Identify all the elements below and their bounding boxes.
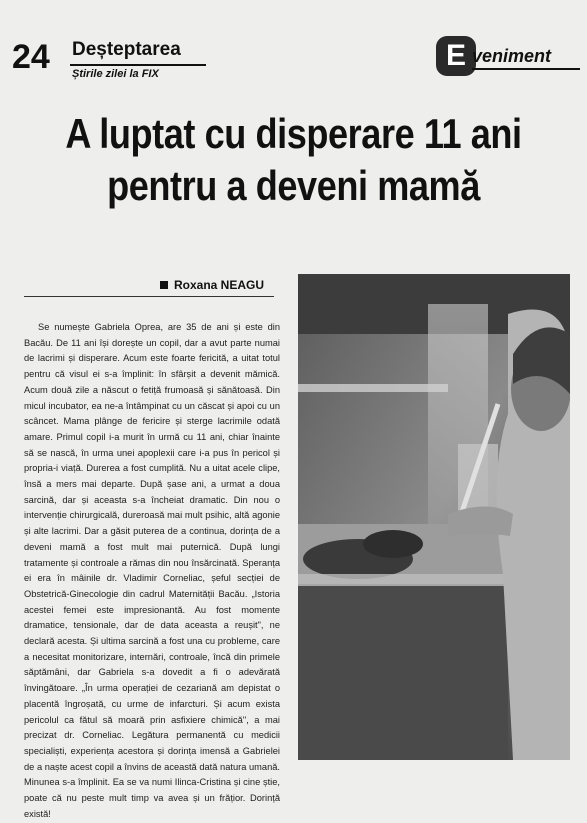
publication-name: Deșteptarea xyxy=(72,39,181,60)
byline-square-icon xyxy=(160,281,168,289)
section-rule xyxy=(472,68,580,70)
article-body: Se numește Gabriela Oprea, are 35 de ani și este din Bacău. De 11 ani își dorește un copil, dar a avut parte numai de lacrimi și disperare. Acum este foarte fericită, a uitat totul pentru că visul ei s-a împlinit: în sfârșit a devenit mămică. Acum două zile a născut o fetiță frumoasă și sănătoasă. Din micul incubator, ea ne-a întâmpinat cu un căscat și apoi cu un scâncet. Mama plânge de fericire și sterge lacrimile odată amare. Primul copil i-a murit în urmă cu 11 ani, chiar înainte să se nască, în urma unei apoplexii care i-a pus în pericol și propria-i viață. Durerea a fost cumplită. Nu a uitat acele clipe, însă a mers mai departe. După șase ani, a urmat a doua sarcină, dar și aceasta s-a încheiat dramatic. Din nou o intervenție chirurgicală, dureroasă mai mult psihic, altă agonie și alte lacrimi. Dar a găsit puterea de a continua, dorința de a deveni mamă a fost mult mai puternică. După lungi tratamente și controale a rămas din nou însărcinată. Speranța ei era în mâinile dr. Vladimir Corneliac, șeful secției de Obstetrică-Ginecologie din cadrul Maternității Bacău. „Istoria acestei femei este impresionantă. Au fost momente dramatice, tensionale, dar de data aceasta a reușit", ne declară acesta. Și ultima sarcină a fost una cu probleme, care a necesitat monitorizare, internări, controale, încă din primele săptămâni, dar Gabriela s-a dovedit a fi o adevărată învingătoare. „În urma operației de cezariană am depistat o placentă îngroșată, cu urme de infarcturi. Și acum exista pericolul ca fătul să moară prin asfixiere chimică", a mai precizat dr. Corneliac. Legătura permanentă cu medicii specialiști, experiența acestora și dorința imensă a Gabrielei de a naște acest copil a învins de această dată natura umană. Minunea s-a împlinit. Ea se va numi Ilinca-Cristina și cine știe, poate că nu peste mult timp va avea și un frățior. Dorință există! xyxy=(24,322,280,819)
article-photo xyxy=(298,274,570,760)
section-tag xyxy=(436,36,580,76)
section-label: veniment xyxy=(472,46,552,66)
headline-line-2: pentru a deveni mamă xyxy=(107,162,480,209)
photo-illustration xyxy=(298,274,570,760)
article-headline xyxy=(41,108,546,212)
byline-author: Roxana NEAGU xyxy=(174,278,265,292)
headline-line-1: A luptat cu disperare 11 ani xyxy=(65,110,522,157)
byline-rule xyxy=(24,296,274,297)
byline xyxy=(160,278,264,292)
section-badge-icon: E xyxy=(436,36,476,76)
publication-tagline: Știrile zilei la FIX xyxy=(72,68,159,80)
page-number: 24 xyxy=(12,38,50,76)
publication-rule xyxy=(70,64,206,66)
